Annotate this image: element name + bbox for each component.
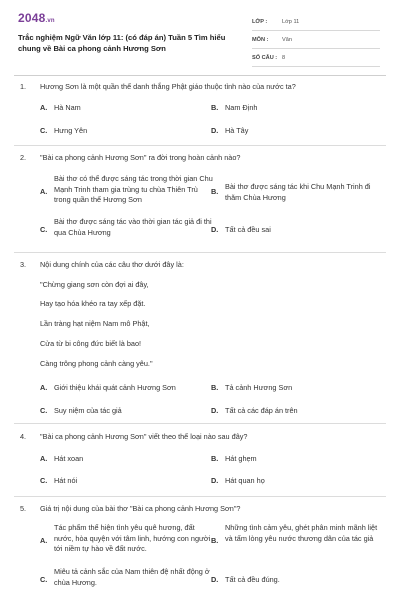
option-d[interactable] [211, 567, 381, 591]
poem-line: Cửa từ bi công đức biết là bao! [40, 339, 142, 348]
option-text: Hát nói [54, 476, 78, 485]
option-letter: A. [40, 187, 48, 196]
question-4 [20, 432, 380, 492]
meta-row-count [252, 53, 380, 67]
question-number: 4. [20, 432, 27, 441]
question-5 [20, 504, 380, 600]
question-number: 3. [20, 260, 27, 269]
poem-line: Càng trông phong cảnh càng yêu." [40, 359, 153, 368]
option-letter: D. [211, 126, 219, 135]
meta-value: Lớp 11 [282, 19, 300, 25]
question-divider [14, 145, 386, 146]
poem-line: Hay tạo hóa khéo ra tay xếp đặt. [40, 299, 146, 308]
option-text: Hà Nam [54, 103, 81, 112]
option-a[interactable] [40, 523, 210, 559]
meta-key: LỚP : [252, 19, 268, 25]
question-1 [20, 82, 380, 142]
question-text: Hương Sơn là một quần thể danh thắng Phật giáo thuộc tỉnh nào của nước ta? [40, 82, 296, 91]
option-text: Bài thơ được sáng tác vào thời gian tác giả đi thi qua Chùa Hương [54, 217, 212, 237]
question-3 [20, 260, 380, 420]
option-text: Miêu tả cảnh sắc của Nam thiên đệ nhất động ở chùa Hương. [54, 567, 210, 587]
option-letter: C. [40, 575, 48, 584]
question-text: "Bài ca phong cảnh Hương Sơn" viết theo thể loại nào sau đây? [40, 432, 248, 441]
option-letter: D. [211, 225, 219, 234]
option-letter: A. [40, 536, 48, 545]
question-divider [14, 496, 386, 497]
option-text: Nam Định [225, 103, 258, 112]
option-d[interactable] [211, 217, 381, 241]
question-number: 1. [20, 82, 27, 91]
header-divider [14, 75, 386, 76]
option-text: Bài thơ có thể được sáng tác trong thời gian Chu Mạnh Trinh tham gia trùng tu chùa Thiên Trù trong quần thể Hương Sơn [54, 174, 213, 204]
page-header [0, 0, 400, 72]
logo-suffix: .vn [45, 18, 55, 24]
question-number: 2. [20, 153, 27, 162]
option-text: Những tình cảm yêu, ghét phân minh mãnh liệt và tấm lòng yêu nước thương dân của tác giả [225, 523, 378, 543]
question-divider [14, 423, 386, 424]
poem-line: "Chừng giang sơn còn đợi ai đây, [40, 280, 149, 289]
option-text: Bài thơ được sáng tác khi Chu Mạnh Trinh đi thăm Chùa Hương [225, 182, 371, 202]
option-letter: B. [211, 103, 219, 112]
option-text: Hưng Yên [54, 126, 88, 135]
option-letter: D. [211, 575, 219, 584]
option-letter: A. [40, 383, 48, 392]
option-c[interactable] [40, 567, 210, 591]
option-c[interactable] [40, 217, 210, 241]
option-text: Tác phẩm thể hiện tình yêu quê hương, đất nước, hòa quyện với tâm linh, hướng con người tới niềm tự hào về đất nước. [54, 523, 211, 553]
option-text: Suy niệm của tác giả [54, 406, 122, 415]
meta-key: SỐ CÂU : [252, 55, 278, 61]
question-text: Nội dung chính của các câu thơ dưới đây là: [40, 260, 184, 269]
option-letter: B. [211, 383, 219, 392]
meta-row-grade [252, 17, 380, 31]
option-letter: B. [211, 187, 219, 196]
option-text: Tất cả đều sai [225, 225, 271, 234]
option-text: Tả cảnh Hương Sơn [225, 383, 293, 392]
meta-row-subject [252, 35, 380, 49]
option-letter: B. [211, 536, 219, 545]
option-text: Hát quan họ [225, 476, 265, 485]
poem-line: Lần tràng hạt niệm Nam mô Phật, [40, 319, 150, 328]
option-text: Hà Tây [225, 126, 249, 135]
meta-key: MÔN : [252, 37, 269, 43]
option-a[interactable] [40, 174, 213, 210]
option-letter: A. [40, 103, 48, 112]
option-letter: A. [40, 454, 48, 463]
option-text: Hát ghẹm [225, 454, 257, 463]
option-letter: C. [40, 225, 48, 234]
option-letter: C. [40, 406, 48, 415]
question-number: 5. [20, 504, 27, 513]
site-logo[interactable] [18, 11, 55, 25]
option-letter: D. [211, 476, 219, 485]
option-text: Tất cả các đáp án trên [225, 406, 298, 415]
option-letter: D. [211, 406, 219, 415]
question-text: Giá trị nội dung của bài thơ "Bài ca phong cảnh Hương Sơn"? [40, 504, 241, 513]
page-title: Trắc nghiệm Ngữ Văn lớp 11: (có đáp án) Tuần 5 Tìm hiểu chung về Bài ca phong cảnh Hương Sơn [18, 33, 226, 53]
option-letter: B. [211, 454, 219, 463]
question-2 [20, 153, 380, 248]
option-letter: C. [40, 126, 48, 135]
option-b[interactable] [211, 174, 381, 210]
meta-value: Văn [282, 37, 292, 43]
option-b[interactable] [211, 523, 381, 559]
option-text: Hát xoan [54, 454, 84, 463]
meta-value: 8 [282, 55, 286, 61]
option-text: Giới thiệu khái quát cảnh Hương Sơn [54, 383, 176, 392]
option-text: Tất cả đều đúng. [225, 575, 280, 584]
question-text: "Bài ca phong cảnh Hương Sơn" ra đời trong hoàn cảnh nào? [40, 153, 241, 162]
option-letter: C. [40, 476, 48, 485]
question-divider [14, 252, 386, 253]
meta-info [252, 17, 380, 71]
logo-main: 2048 [18, 11, 46, 25]
